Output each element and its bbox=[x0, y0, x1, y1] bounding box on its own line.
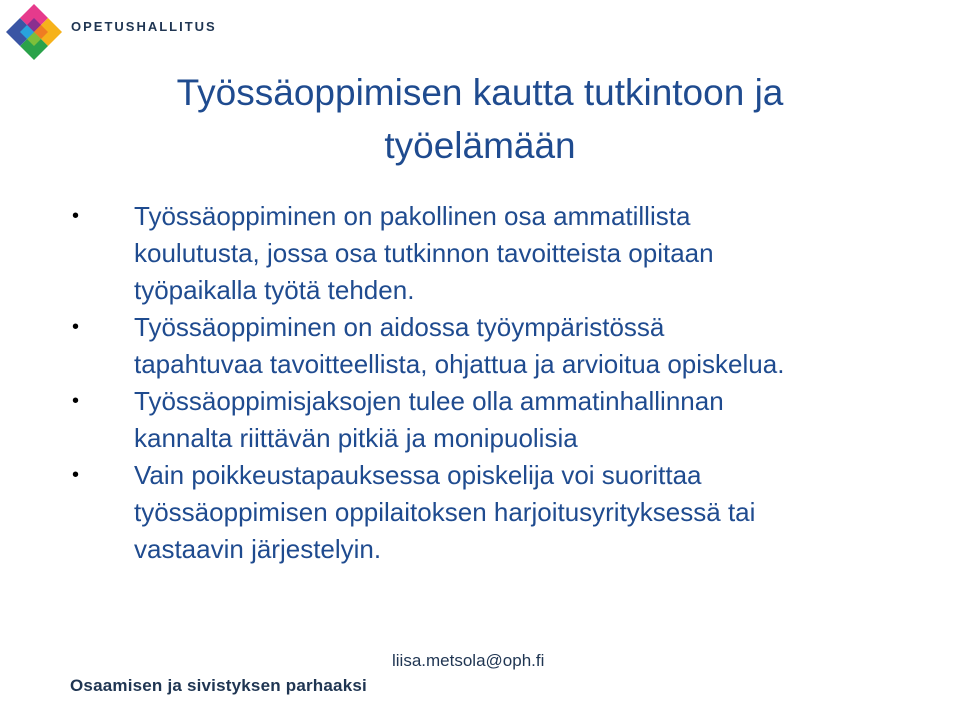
bullet-line: työssäoppimisen oppilaitoksen harjoitusyrityksessä tai bbox=[134, 497, 756, 527]
bullet-line: koulutusta, jossa osa tutkinnon tavoitteista opitaan bbox=[134, 238, 714, 268]
bullet-item bbox=[72, 383, 892, 457]
bullet-line: Työssäoppiminen on aidossa työympäristössä bbox=[134, 312, 665, 342]
footer-email: liisa.metsola@oph.fi bbox=[392, 651, 545, 670]
slide-title bbox=[0, 66, 960, 172]
bullet-line: vastaavin järjestelyin. bbox=[134, 534, 382, 564]
slide-title-line-1: Työssäoppimisen kautta tutkintoon ja bbox=[176, 72, 784, 113]
bullet-dot-icon: • bbox=[72, 205, 80, 227]
bullet-line: Vain poikkeustapauksessa opiskelija voi suorittaa bbox=[134, 460, 702, 490]
bullet-line: työpaikalla työtä tehden. bbox=[134, 275, 415, 305]
bullet-list bbox=[72, 198, 892, 568]
bullet-line: Työssäoppiminen on pakollinen osa ammatillista bbox=[134, 201, 691, 231]
slide-title-line-2: työelämään bbox=[384, 125, 576, 166]
bullet-dot-icon: • bbox=[72, 316, 80, 338]
bullet-line: kannalta riittävän pitkiä ja monipuolisia bbox=[134, 423, 578, 453]
bullet-item bbox=[72, 457, 892, 568]
bullet-dot-icon: • bbox=[72, 464, 80, 486]
bullet-dot-icon: • bbox=[72, 390, 80, 412]
org-name: OPETUSHALLITUS bbox=[71, 19, 217, 34]
bullet-line: Työssäoppimisjaksojen tulee olla ammatinhallinnan bbox=[134, 386, 724, 416]
opetushallitus-logo-icon bbox=[4, 2, 64, 62]
bullet-item bbox=[72, 309, 892, 383]
footer-slogan: Osaamisen ja sivistyksen parhaaksi bbox=[70, 676, 367, 695]
bullet-item bbox=[72, 198, 892, 309]
bullet-line: tapahtuvaa tavoitteellista, ohjattua ja arvioitua opiskelua. bbox=[134, 349, 785, 379]
